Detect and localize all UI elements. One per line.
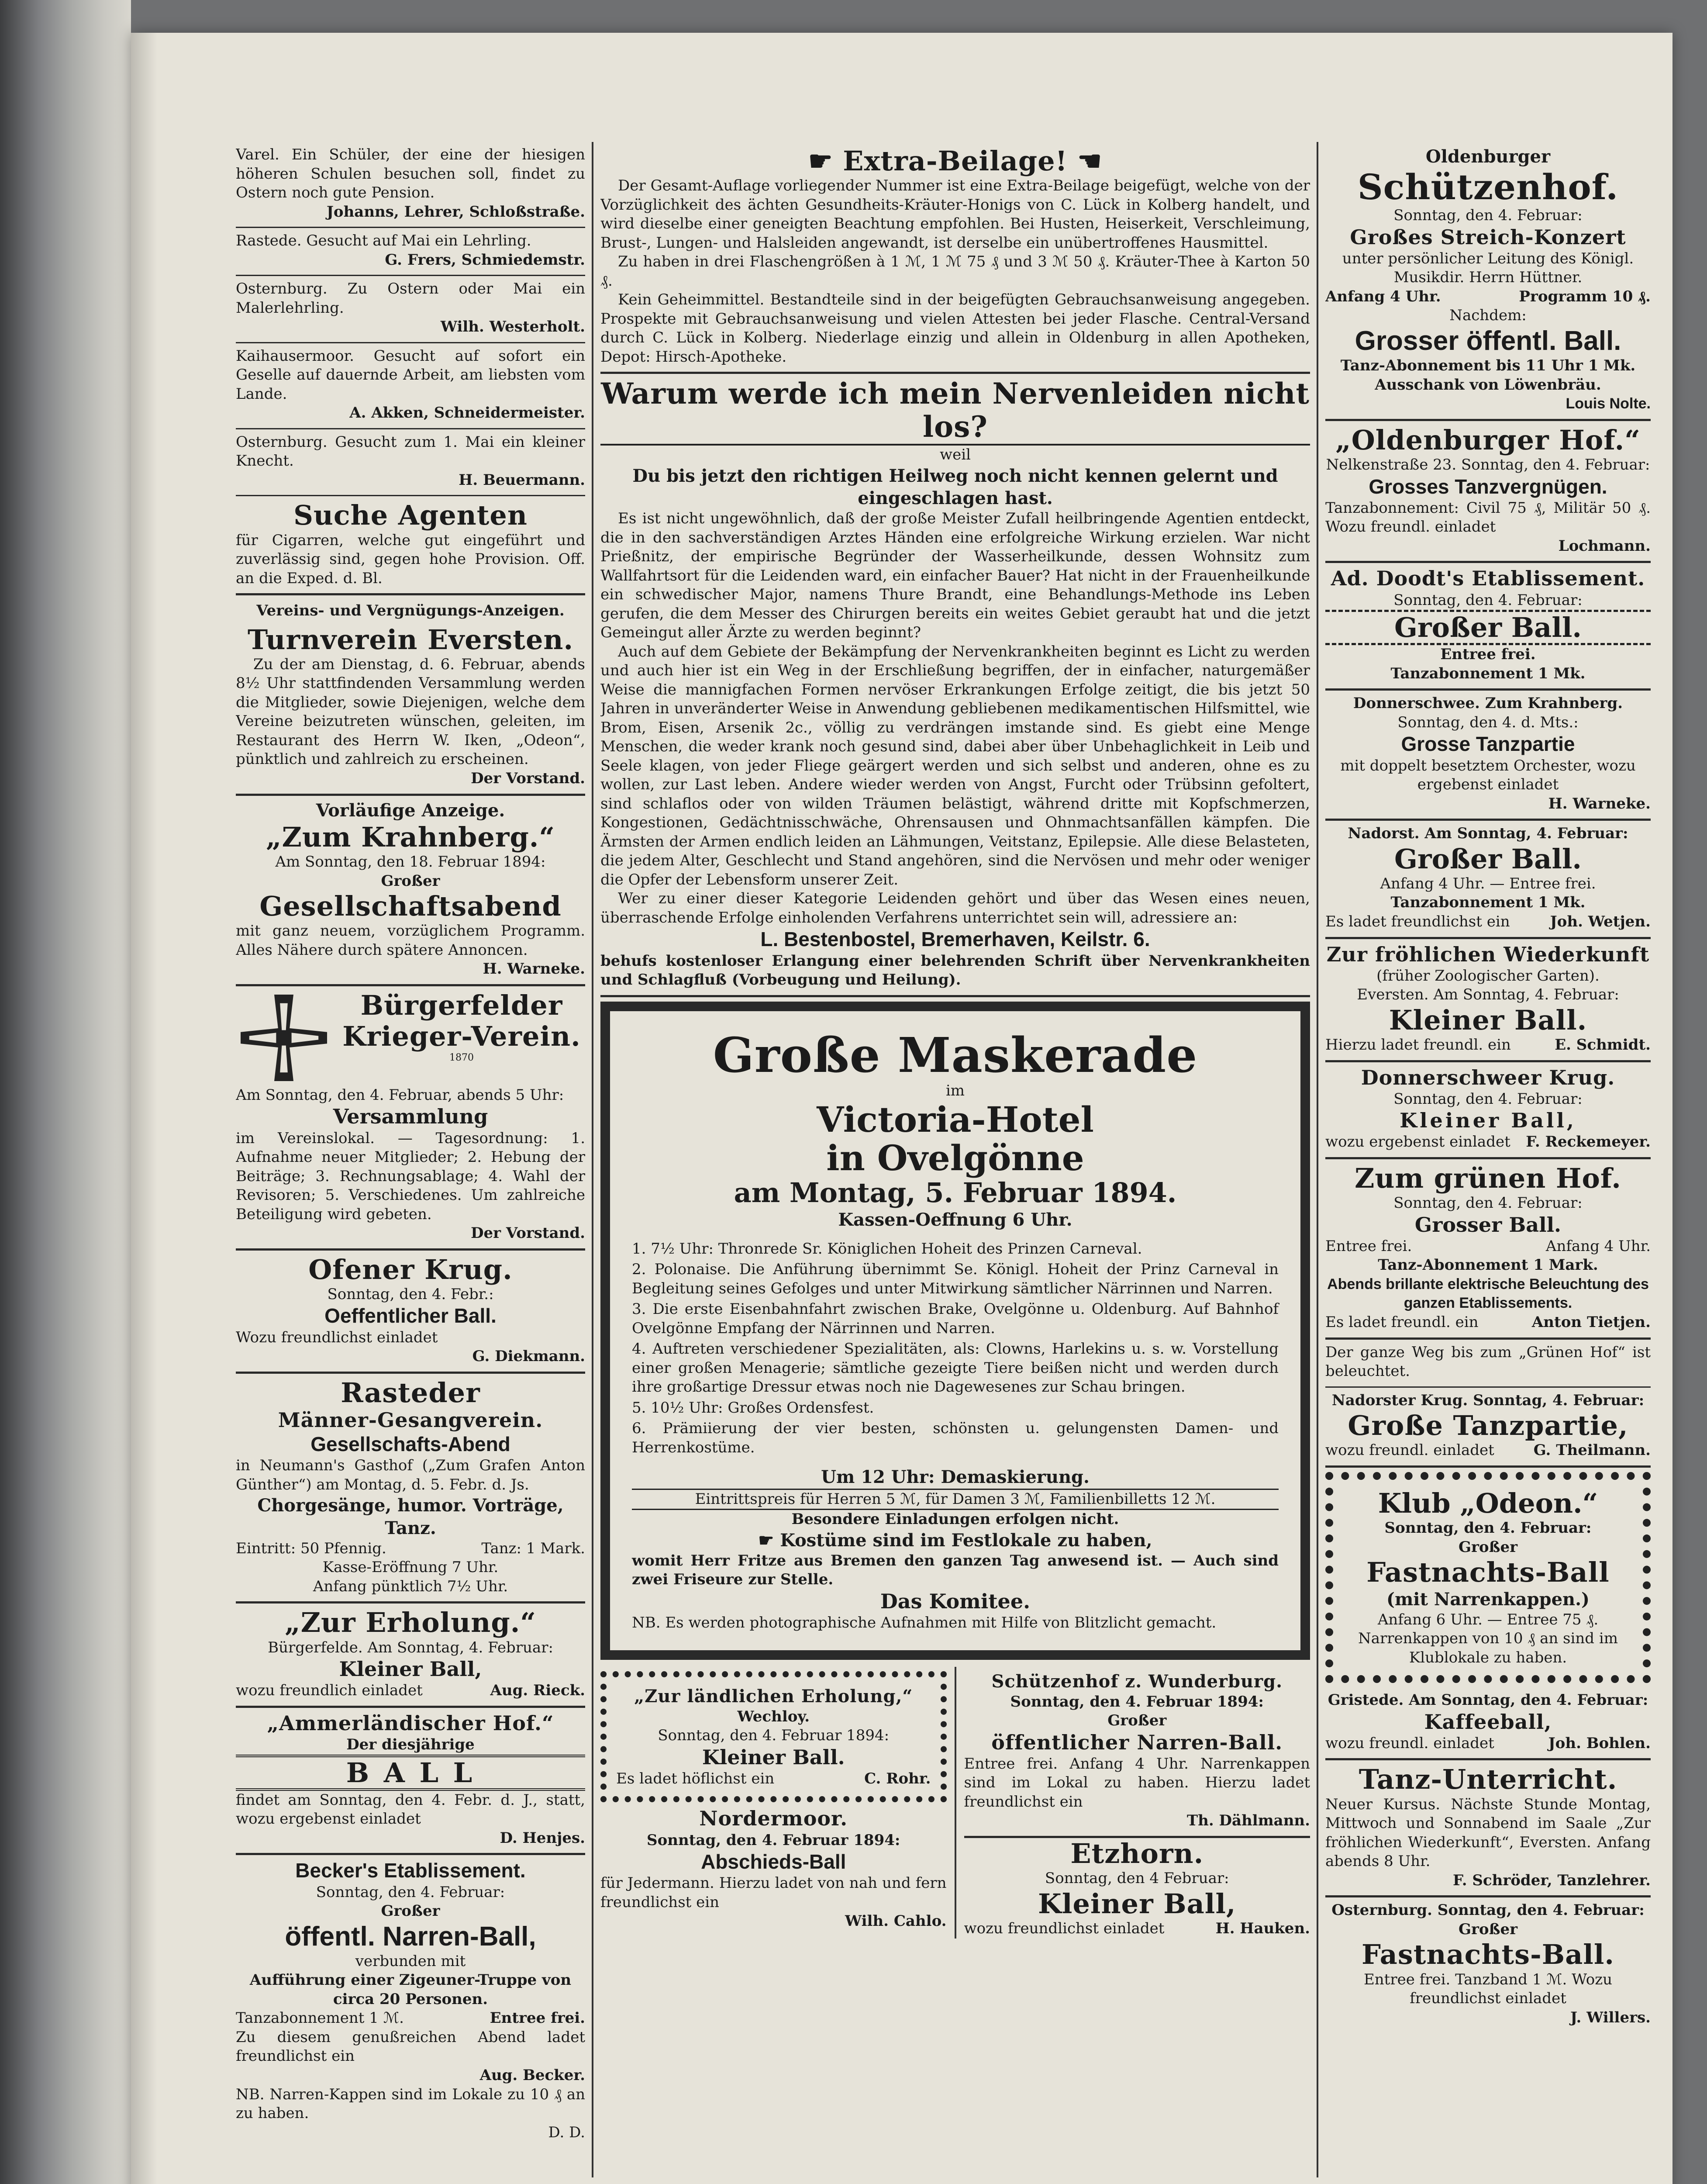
ad-date: Sonntag, den 4. Febr.: — [327, 1285, 494, 1303]
ad-paragraph: Es ist nicht ungewöhnlich, daß der große Meister Zufall heilbringende Agentien entdeckt, die in den sachverständigen Arztes Händen eine erfolgreiche Wirkung erzielen. War nicht Prießnitz, der empirische Begründer der Wasserheilkunde, dessen Wohnsitz zum Wallfahrtsort für die Leidenden ward, ein einfacher Bauer? Hat nicht in der Frauenheilkunde ein schwedischer Major, namens Thure Brandt, eine Behandlungs-Methode ins Leben gerufen, die dem Messer des Chirurgen bereits ein weites Gebiet geraubt hat und die jetzt Gemeingut aller Ärzte zu werden beginnt? — [600, 510, 1310, 642]
ad-paragraph: behufs kostenloser Erlangung einer belehrenden Schrift über Nervenkrankheiten und Schlagfluß (Vorbeugung und Heilung). — [600, 952, 1310, 989]
ad-text: findet am Sonntag, den 4. Febr. d. J., statt, wozu ergebenst einladet — [236, 1791, 585, 1828]
ad-sub: Der diesjährige — [346, 1736, 475, 1754]
ad-text: im Vereinslokal. — Tagesordnung: 1. Aufnahme neuer Mitglieder; 2. Hebung der Beiträge; 3. Rechnungsablage; 4. Wahl der Revisoren; 5. Verschiedenes. Um zahlreiche Beteiligung wird gebeten. — [236, 1129, 585, 1223]
ad-schuetzenhof — [1325, 142, 1651, 421]
ad-text: Kaihausermoor. Gesucht auf sofort ein Geselle auf dauernde Arbeit, am liebsten vom Lande. — [236, 347, 585, 403]
ad-start: Anfang 4 Uhr. — Entree frei. — [1380, 874, 1596, 892]
ad-gristede — [1325, 1687, 1651, 1760]
ad-signature: Der Vorstand. — [471, 770, 585, 787]
ad-oldenburger-hof — [1325, 421, 1651, 563]
ad-text: Osternburg. Gesucht zum 1. Mai ein kleiner Knecht. — [236, 433, 585, 470]
ad-nordermoor — [600, 1807, 947, 1931]
ad-signature: J. Willers. — [1570, 2008, 1651, 2026]
ad-title: Klub „Odeon.“ — [1378, 1487, 1598, 1519]
ad-date: Eversten. Am Sonntag, 4. Februar: — [1357, 986, 1619, 1004]
ad-text: Neuer Kursus. Nächste Stunde Montag, Mittwoch und Sonnabend im Saale „Zur fröhlichen Wiederkunft“, Eversten. Anfang abends 8 Uhr. — [1325, 1795, 1651, 1870]
ad-dance-fee: Tanz-Abonnement 1 Mark. — [1378, 1256, 1598, 1274]
ad-signature: Johanns, Lehrer, Schloßstraße. — [326, 203, 585, 221]
ad-title: Bürgerfelder — [360, 989, 563, 1021]
ad-event: Kaffeeball, — [1424, 1710, 1552, 1734]
ad-text: Zu haben in drei Flaschengrößen à 1 ℳ, 1 ℳ 75 ₰ und 3 ℳ 50 ₰. Kräuter-Thee à Karton 50 ₰. — [600, 253, 1310, 290]
ad-ball: Grosser öffentl. Ball. — [1355, 325, 1621, 356]
ad-text: in Neumann's Gasthof („Zum Grafen Anton Günther“) am Montag, d. 5. Febr. d. Js. — [236, 1457, 585, 1493]
ad-dance-fee: Tanz-Abonnement bis 11 Uhr 1 Mk. — [1340, 357, 1636, 375]
ad-footer — [1325, 1313, 1651, 1332]
ad-grosser: Großer — [381, 1902, 440, 1920]
cross-year: 1870 — [449, 1052, 474, 1064]
ad-event: Kleiner Ball, — [339, 1657, 482, 1681]
ad-title: Etzhorn. — [1070, 1837, 1204, 1870]
ad-title: Krieger-Verein. — [342, 1020, 581, 1053]
ad-start: Anfang pünktlich 7½ Uhr. — [313, 1577, 508, 1595]
ad-prices: Eintrittspreis für Herren 5 ℳ, für Damen 3 ℳ, Familienbilletts 12 ℳ. — [632, 1490, 1279, 1510]
ad-text: wozu freundlich einladet — [236, 1682, 423, 1700]
ad-doodt — [1325, 563, 1651, 691]
ad-text: Narrenkappen von 10 ₰ an sind im Klublokale zu haben. — [1358, 1630, 1618, 1666]
ad-grosser: Großer — [1107, 1712, 1167, 1730]
ad-date: Am Sonntag, den 4. Februar, abends 5 Uhr: — [236, 1086, 564, 1104]
ad-signature: C. Rohr. — [864, 1769, 931, 1787]
ad-signature: Das Komitee. — [880, 1589, 1031, 1613]
ad-title: Osternburg. Sonntag, den 4. Februar: — [1331, 1901, 1645, 1919]
ad-small-0 — [236, 228, 585, 276]
ad-signature: G. Theilmann. — [1533, 1441, 1651, 1459]
ad-entree: Entree frei. — [1325, 1237, 1412, 1255]
ad-text: wozu freundl. einladet — [1325, 1441, 1494, 1459]
ad-krieger-verein — [236, 986, 585, 1251]
ad-signature: H. Warneke. — [483, 960, 585, 978]
ad-title — [600, 145, 1310, 176]
note-gruener-hof — [1325, 1340, 1651, 1388]
ad-extra-beilage — [600, 142, 1310, 374]
ad-event: Kleiner Ball, — [1038, 1887, 1236, 1920]
ad-date: Am Sonntag, den 18. Februar 1894: — [275, 853, 546, 871]
ad-sub: (früher Zoologischer Garten). — [1376, 967, 1600, 985]
ad-small-1 — [236, 276, 585, 343]
ad-title: Turnverein Eversten. — [247, 623, 574, 656]
ad-dance-fee: Tanzabonnement 1 Mk. — [1390, 894, 1586, 912]
ad-ammerlaendischer-hof — [236, 1708, 585, 1856]
ad-kostueme-text: Kostüme sind im Festlokale zu haben, — [780, 1530, 1152, 1551]
ad-im: im — [945, 1082, 965, 1099]
ad-footer — [1325, 1133, 1651, 1152]
ad-text: verbunden mit — [355, 1952, 466, 1970]
ad-text: Rastede. Gesucht auf Mai ein Lehrling. — [236, 232, 531, 250]
ad-signature: Aug. Becker. — [479, 2067, 585, 2084]
ad-title: Große Maskerade — [713, 1026, 1198, 1083]
ad-title: Schützenhof. — [1357, 166, 1619, 208]
ad-initials: D. D. — [548, 2123, 585, 2141]
ad-date: Sonntag, den 4. Februar: — [316, 1883, 505, 1901]
ad-signature: Der Vorstand. — [471, 1224, 585, 1242]
ad-text: Osternburg. Zu Ostern oder Mai ein Malerlehrling. — [236, 280, 585, 317]
pointing-hand-icon: ☚ — [1067, 145, 1102, 177]
ad-title: Suche Agenten — [293, 499, 528, 532]
ad-signature: Joh. Wetjen. — [1550, 912, 1651, 930]
ad-kasse: Kassen-Oeffnung 6 Uhr. — [838, 1209, 1072, 1230]
ad-date: Sonntag, den 4. Februar: — [1384, 1519, 1592, 1537]
bottom-split — [600, 1667, 1310, 1939]
ad-title: Rasteder — [341, 1376, 480, 1409]
ad-text: Zu der am Dienstag, d. 6. Februar, abends 8½ Uhr stattfindenden Versammlung werden die Mitglieder, sowie Diejenigen, welche dem Vereine beizutreten wünschen, geleiten, im Restaurant des Herrn W. Iken, „Odeon“, pünktlich und zahlreich zu erscheinen. — [236, 655, 585, 768]
ad-note: Der ganze Weg bis zum „Grünen Hof“ ist beleuchtet. — [1325, 1343, 1651, 1380]
ad-note: NB. Es werden photographische Aufnahmen mit Hilfe von Blitzlicht gemacht. — [632, 1614, 1217, 1631]
column-rule — [1317, 142, 1318, 2177]
ad-note: NB. Narren-Kappen sind im Lokale zu 10 ₰ an zu haben. — [236, 2085, 585, 2122]
ad-after: Nachdem: — [1449, 307, 1527, 325]
ad-event: Grosser Ball. — [1414, 1213, 1562, 1237]
ad-osternburg-ball — [1325, 1897, 1651, 2032]
ad-event: Gesellschaftsabend — [259, 890, 562, 923]
column-middle — [600, 142, 1310, 2177]
ad-text: womit Herr Fritze aus Bremen den ganzen Tag anwesend ist. — Auch sind zwei Friseure zur Stelle. — [632, 1552, 1279, 1589]
ad-title: Tanz-Unterricht. — [1359, 1763, 1617, 1796]
ad-venue: in Ovelgönne — [826, 1137, 1084, 1179]
ad-text: wozu ergebenst einladet — [1325, 1133, 1510, 1151]
column-right — [1325, 142, 1651, 2177]
ad-dance-fee: Tanzabonnement 1 Mk. — [1390, 664, 1586, 682]
ad-event: Kleiner Ball, — [1400, 1109, 1576, 1133]
ad-title: „Zur Erholung.“ — [285, 1607, 536, 1639]
ad-signature: Lochmann. — [1558, 537, 1651, 555]
program-item: 6. Prämiierung der vier besten, schönsten u. gelungensten Damen- und Herrenkostüme. — [632, 1420, 1279, 1456]
iron-cross-icon — [236, 990, 332, 1086]
ad-pretitle: Oldenburger — [1425, 146, 1551, 167]
ad-title: „Zum Krahnberg.“ — [266, 821, 555, 853]
ad-text: Entree frei. Tanzband 1 ℳ. Wozu freundlichst einladet — [1363, 1970, 1613, 2008]
ad-title: Ad. Doodt's Etablissement. — [1331, 567, 1645, 591]
ad-signature: Louis Nolte. — [1566, 395, 1651, 412]
ad-footer — [1325, 1441, 1651, 1460]
ad-grosser: Großer — [1458, 1920, 1517, 1938]
ad-text: Entree frei. Anfang 4 Uhr. Narrenkappen sind im Lokal zu haben. Hierzu ladet freundlichst ein — [964, 1755, 1310, 1811]
ad-signature: Joh. Bohlen. — [1548, 1734, 1651, 1752]
ad-signature: H. Hauken. — [1215, 1920, 1310, 1938]
price-entry: Entree frei. — [490, 2009, 585, 2027]
ad-text: Tanzabonnement: Civil 75 ₰, Militär 50 ₰. Wozu freundl. einladet — [1325, 499, 1651, 536]
ad-footer — [236, 1681, 585, 1700]
ad-text: für Cigarren, welche gut eingeführt und zuverlässig sind, gegen hohe Provision. Off. an die Exped. d. Bl. — [236, 531, 585, 587]
ad-title: „Ammerländischer Hof.“ — [267, 1711, 554, 1735]
ad-start: Anfang 4 Uhr. — [1325, 287, 1441, 305]
ad-event: B A L L — [236, 1755, 585, 1791]
bottom-right — [955, 1667, 1310, 1939]
ad-event: Große Tanzpartie, — [1348, 1410, 1628, 1442]
ad-date: Nelkenstraße 23. Sonntag, den 4. Februar: — [1326, 456, 1650, 474]
ad-varel — [236, 142, 585, 228]
bottom-left — [600, 1667, 955, 1939]
ad-event: Kleiner Ball. — [702, 1745, 845, 1769]
ad-title: Donnerschwee. Zum Krahnberg. — [1353, 695, 1623, 712]
ad-event: Kleiner Ball. — [1389, 1004, 1587, 1036]
ad-beer: Ausschank von Löwenbräu. — [1375, 376, 1601, 394]
ad-date: am Montag, 5. Februar 1894. — [734, 1177, 1177, 1209]
ad-signature: F. Reckemeyer. — [1526, 1133, 1651, 1151]
ad-text: Es ladet freundlichst ein — [1325, 912, 1510, 930]
ad-text: Es ladet höflichst ein — [616, 1769, 775, 1787]
ad-text: für Jedermann. Hierzu ladet von nah und fern freundlichst ein — [600, 1874, 947, 1911]
ad-turnverein — [236, 621, 585, 796]
program-item: 3. Die erste Eisenbahnfahrt zwischen Brake, Ovelgönne u. Oldenburg. Auf Bahnhof Ovelgönne Empfang der Närrinnen und Narren. — [632, 1300, 1279, 1337]
ad-demask: Um 12 Uhr: Demaskierung. — [632, 1466, 1279, 1489]
ad-small-3 — [236, 429, 585, 497]
ad-program-price: Programm 10 ₰. — [1519, 287, 1651, 305]
ad-signature: Anton Tietjen. — [1531, 1313, 1651, 1331]
ad-text: Es ladet freundl. ein — [1325, 1313, 1479, 1331]
newspaper-page — [131, 33, 1673, 2184]
ad-text: mit ganz neuem, vorzüglichem Programm. Alles Nähere durch spätere Annoncen. — [236, 922, 585, 959]
ad-rasteder — [236, 1374, 585, 1604]
ad-krahnberg-donnerschwee — [1325, 691, 1651, 821]
ad-venue: Victoria-Hotel — [817, 1099, 1094, 1140]
ad-pretitle: Vorläufige Anzeige. — [316, 800, 505, 821]
ad-date: Sonntag, den 4. Februar: — [1393, 591, 1583, 609]
ad-nadorst — [1325, 821, 1651, 939]
ad-note: Besondere Einladungen erfolgen nicht. — [791, 1510, 1119, 1528]
ad-text: Hierzu ladet freundl. ein — [1325, 1036, 1511, 1054]
ad-entree: Entree frei. — [1440, 646, 1536, 663]
ad-start: Anfang 6 Uhr. — Entree 75 ₰. — [1377, 1610, 1599, 1628]
ad-event: Oeffentlicher Ball. — [324, 1304, 497, 1327]
ad-event: Großer Ball. — [1325, 610, 1651, 645]
ad-event: Gesellschafts-Abend — [310, 1433, 510, 1456]
ad-place: Wechloy. — [737, 1707, 810, 1725]
ad-date: Sonntag, den 4. Februar 1894: — [647, 1831, 900, 1849]
ad-title: „Zur ländlichen Erholung,“ — [634, 1686, 913, 1707]
ad-signature: F. Schröder, Tanzlehrer. — [1452, 1871, 1651, 1889]
ad-small-2 — [236, 343, 585, 429]
ad-text: Aufführung einer Zigeuner-Truppe von circa 20 Personen. — [249, 1971, 572, 2008]
ad-title: Nadorster Krug. Sonntag, 4. Februar: — [1331, 1391, 1645, 1409]
book-spine — [0, 0, 131, 2184]
ad-title: Zum grünen Hof. — [1355, 1162, 1621, 1194]
ad-text: Zu diesem genußreichen Abend ladet freundlichst ein — [236, 2028, 585, 2065]
ad-date: Sonntag, den 4 Februar: — [1045, 1870, 1229, 1887]
ad-event: Abschieds-Ball — [701, 1850, 846, 1873]
ad-kostueme — [632, 1529, 1279, 1552]
ad-grosser: Großer — [1458, 1538, 1517, 1556]
ad-paragraph: Wer zu einer dieser Kategorie Leidenden gehört und über das Wesen eines neuen, überraschende Erfolge einholenden Verfahrens unterrichtet sein will, adressiere an: — [600, 890, 1310, 926]
price-dance: Tanz: 1 Mark. — [481, 1539, 585, 1557]
ad-footer — [1325, 912, 1651, 932]
section-heading: Vereins- und Vergnügungs-Anzeigen. — [256, 602, 565, 620]
ad-nervenleiden — [600, 374, 1310, 997]
ad-date: Bürgerfelde. Am Sonntag, 4. Februar: — [268, 1638, 553, 1656]
ad-sub: (mit Narrenkappen.) — [1386, 1589, 1590, 1610]
ad-footer — [964, 1919, 1310, 1939]
ad-date: Sonntag, den 4. Februar 1894: — [658, 1727, 890, 1745]
ad-event: Großer Ball. — [1394, 843, 1582, 875]
ad-footer — [616, 1769, 931, 1789]
ad-title: Becker's Etablissement. — [295, 1859, 526, 1882]
ad-agenten — [236, 496, 585, 595]
ad-title: Donnerschweer Krug. — [1361, 1065, 1615, 1089]
ad-klub-odeon — [1325, 1472, 1651, 1683]
ad-title: Warum werde ich mein Nervenleiden nicht los? — [600, 377, 1310, 446]
ad-text: Varel. Ein Schüler, der eine der hiesigen höheren Schulen besuchen soll, findet zu Ostern noch gute Pension. — [236, 146, 585, 202]
ad-date: Sonntag, den 4. Februar: — [1393, 1194, 1583, 1212]
program-item: 4. Auftreten verschiedener Spezialitäten, als: Clowns, Harlekins u. s. w. Vorstellung einer großen Menagerie; sämtliche gezeigte Tiere beißen nicht und werden durch ihre großartige Dressur etwas noch nie Dagewesenes zur Schau bringen. — [632, 1340, 1279, 1396]
ad-signature: H. Warneke. — [1548, 795, 1651, 812]
ad-grosser: Großer — [381, 872, 440, 890]
ad-krahnberg — [236, 796, 585, 986]
ad-event: Fastnachts-Ball — [1366, 1556, 1610, 1589]
ad-date: Sonntag, den 4. Februar 1894: — [1010, 1693, 1264, 1711]
ad-froehliche-wiederkunft — [1325, 939, 1651, 1062]
ad-times — [1325, 1237, 1651, 1256]
pointing-hand-icon: ☛ — [758, 1530, 780, 1551]
ad-signature: Wilh. Cahlo. — [845, 1912, 947, 1930]
ad-address: L. Bestenbostel, Bremerhaven, Keilstr. 6. — [760, 928, 1150, 951]
ad-program: Chorgesänge, humor. Vorträge, Tanz. — [257, 1495, 564, 1538]
ad-title-text: Extra-Beilage! — [843, 145, 1068, 177]
ad-becker — [236, 1855, 585, 2147]
ad-event: Grosses Tanzvergnügen. — [1369, 475, 1607, 498]
ad-nadorster-krug — [1325, 1388, 1651, 1468]
ad-zur-erholung — [236, 1603, 585, 1708]
ad-signature: Aug. Rieck. — [490, 1682, 585, 1700]
ad-text: Der Gesamt-Auflage vorliegender Nummer ist eine Extra-Beilage beigefügt, welche von der Vorzüglichkeit des ächten Gesundheits-Kräuter-Honigs von C. Lück in Kolberg handelt, und wird dieselbe einer geneigten Beachtung empfohlen. Bei Husten, Heiserkeit, Verschleimung, Brust-, Lungen- und Halsleiden angewandt, ist derselbe ein unübertroffenes Hausmittel. — [600, 177, 1310, 252]
ad-text: unter persönlicher Leitung des Königl. Musikdir. Herrn Hüttner. — [1342, 249, 1634, 287]
price-entry: Eintritt: 50 Pfennig. — [236, 1539, 386, 1557]
ad-text: mit doppelt besetztem Orchester, wozu ergebenst einladet — [1340, 757, 1636, 794]
pointing-hand-icon: ☛ — [808, 145, 843, 177]
ad-text: wozu freundlichst einladet — [964, 1920, 1165, 1938]
ad-text: Abends brillante elektrische Beleuchtung des ganzen Etablissements. — [1327, 1275, 1649, 1312]
ad-ofener-krug — [236, 1251, 585, 1374]
ad-title: Zur fröhlichen Wiederkunft — [1326, 942, 1650, 966]
ad-laendliche-erholung — [600, 1671, 947, 1803]
ad-title: Nordermoor. — [699, 1807, 848, 1831]
ad-subtitle: Du bis jetzt den richtigen Heilweg noch nicht kennen gelernt und eingeschlagen hast. — [632, 465, 1278, 508]
ad-wunderburg — [964, 1667, 1310, 1838]
ad-prices — [236, 2009, 585, 2028]
ad-paragraph: Auch auf dem Gebiete der Bekämpfung der Nervenkrankheiten beginnt es Licht zu werden und auch hier ist ein Weg in der Erschließung begriffen, der in einfacher, naturgemäßer Weise die mannigfachen Formen nervöser Erkrankungen Erfolge zeitigt, die bis jetzt 50 Jahren in unveränderter Weise in Anwendung gebliebenen medikamentischen Hilfsmittel, wie Brom, Eisen, Arsenik 2c., völlig zu verdrängen imstande sind. Es giebt eine Menge Menschen, die weder krank noch gesund sind, dabei aber über Unbehaglichkeit in Leib und Seele klagen, von jeder Fliege geärgert werden und sich selbst und anderen, ohne es zu wollen, zur Last leben. Andere wieder werden von Angst, Furcht oder Trübsinn gefoltert, sind schlaflos oder von wilden Träumen belästigt, während dritte mit Kopfschmerzen, Kongestionen, Gedächtnisschwäche, Ohrensausen und Ohnmachtsanfällen kämpfen. Die Ärmsten der Armen endlich leiden an Lähmungen, Veitstanz, Epilepsie. Alle diese Belasteten, die jedem Alter, Geschlecht und Stand angehören, sind die Nervösen und mehr oder weniger die Opfer der Lebensform unserer Zeit. — [600, 643, 1310, 888]
ad-event: Großes Streich-Konzert — [1350, 225, 1626, 249]
ad-title: Gristede. Am Sonntag, den 4. Februar: — [1328, 1691, 1648, 1709]
ad-etzhorn — [964, 1838, 1310, 1939]
ad-title: Ofener Krug. — [308, 1253, 513, 1286]
column-rule — [592, 142, 593, 2177]
price-dance: Tanzabonnement 1 ℳ. — [236, 2009, 404, 2027]
ad-event: öffentl. Narren-Ball, — [285, 1921, 536, 1952]
ad-signature: H. Beuermann. — [459, 471, 585, 489]
ad-text: Wozu freundlichst einladet — [236, 1328, 438, 1346]
ad-signature: G. Frers, Schmiedemstr. — [385, 251, 585, 269]
ad-times — [1325, 287, 1651, 307]
ad-prices — [236, 1539, 585, 1559]
ad-title: Nadorst. Am Sonntag, 4. Februar: — [1348, 825, 1628, 843]
ad-signature: E. Schmidt. — [1555, 1036, 1651, 1054]
ad-signature: A. Akken, Schneidermeister. — [349, 404, 585, 422]
ad-text: Kein Geheimmittel. Bestandteile sind in der beigefügten Gebrauchsanweisung angegeben. Prospekte mit Gebrauchsanweisung und vielen Attesten bei jeder Flasche. Central-Versand durch C. Lück in Kolberg. Niederlage einzig und allein in Oldenburg in allen Apotheken, Depot: Hirsch-Apotheke. — [600, 291, 1310, 366]
ad-text: wozu freundl. einladet — [1325, 1734, 1494, 1752]
ad-date: Sonntag, den 4. Februar: — [1393, 1090, 1583, 1108]
ad-event: öffentlicher Narren-Ball. — [991, 1730, 1283, 1754]
ad-date: Sonntag, den 4. Februar: — [1393, 207, 1583, 225]
ad-donnerschweer-krug — [1325, 1062, 1651, 1159]
ad-event: Grosse Tanzpartie — [1401, 733, 1575, 756]
ad-kasse: Kasse-Eröffnung 7 Uhr. — [322, 1559, 499, 1576]
ad-start: Anfang 4 Uhr. — [1545, 1237, 1651, 1255]
program-item: 1. 7½ Uhr: Thronrede Sr. Königlichen Hoheit des Prinzen Carneval. — [632, 1240, 1142, 1258]
ad-title: Schützenhof z. Wunderburg. — [991, 1671, 1283, 1692]
ad-grosse-maskerade — [600, 1002, 1310, 1660]
ad-signature: Wilh. Westerholt. — [440, 318, 585, 336]
column-left — [236, 142, 585, 2177]
ad-signature: Th. Dählmann. — [1186, 1812, 1310, 1830]
ad-footer — [1325, 1734, 1651, 1753]
ad-weil: weil — [940, 446, 971, 464]
program-item: 5. 10½ Uhr: Großes Ordensfest. — [632, 1399, 874, 1417]
ad-date: Sonntag, den 4. d. Mts.: — [1397, 713, 1579, 731]
ad-title: „Oldenburger Hof.“ — [1335, 424, 1641, 456]
ad-gruener-hof — [1325, 1159, 1651, 1340]
ad-footer — [1325, 1036, 1651, 1055]
ad-signature: G. Diekmann. — [472, 1348, 585, 1365]
ad-event: Versammlung — [333, 1105, 488, 1129]
program-item: 2. Polonaise. Die Anführung übernimmt Se. Königl. Hoheit der Prinz Carneval in Begleitung seines Gefolges und unter Mitwirkung sämtlicher Närrinnen und Narren. — [632, 1261, 1279, 1297]
ad-event: Fastnachts-Ball. — [1362, 1939, 1614, 1971]
ad-tanz-unterricht — [1325, 1760, 1651, 1897]
ad-title: Männer-Gesangverein. — [278, 1408, 543, 1432]
ad-program-list — [632, 1240, 1279, 1458]
ad-signature: D. Henjes. — [500, 1829, 585, 1847]
